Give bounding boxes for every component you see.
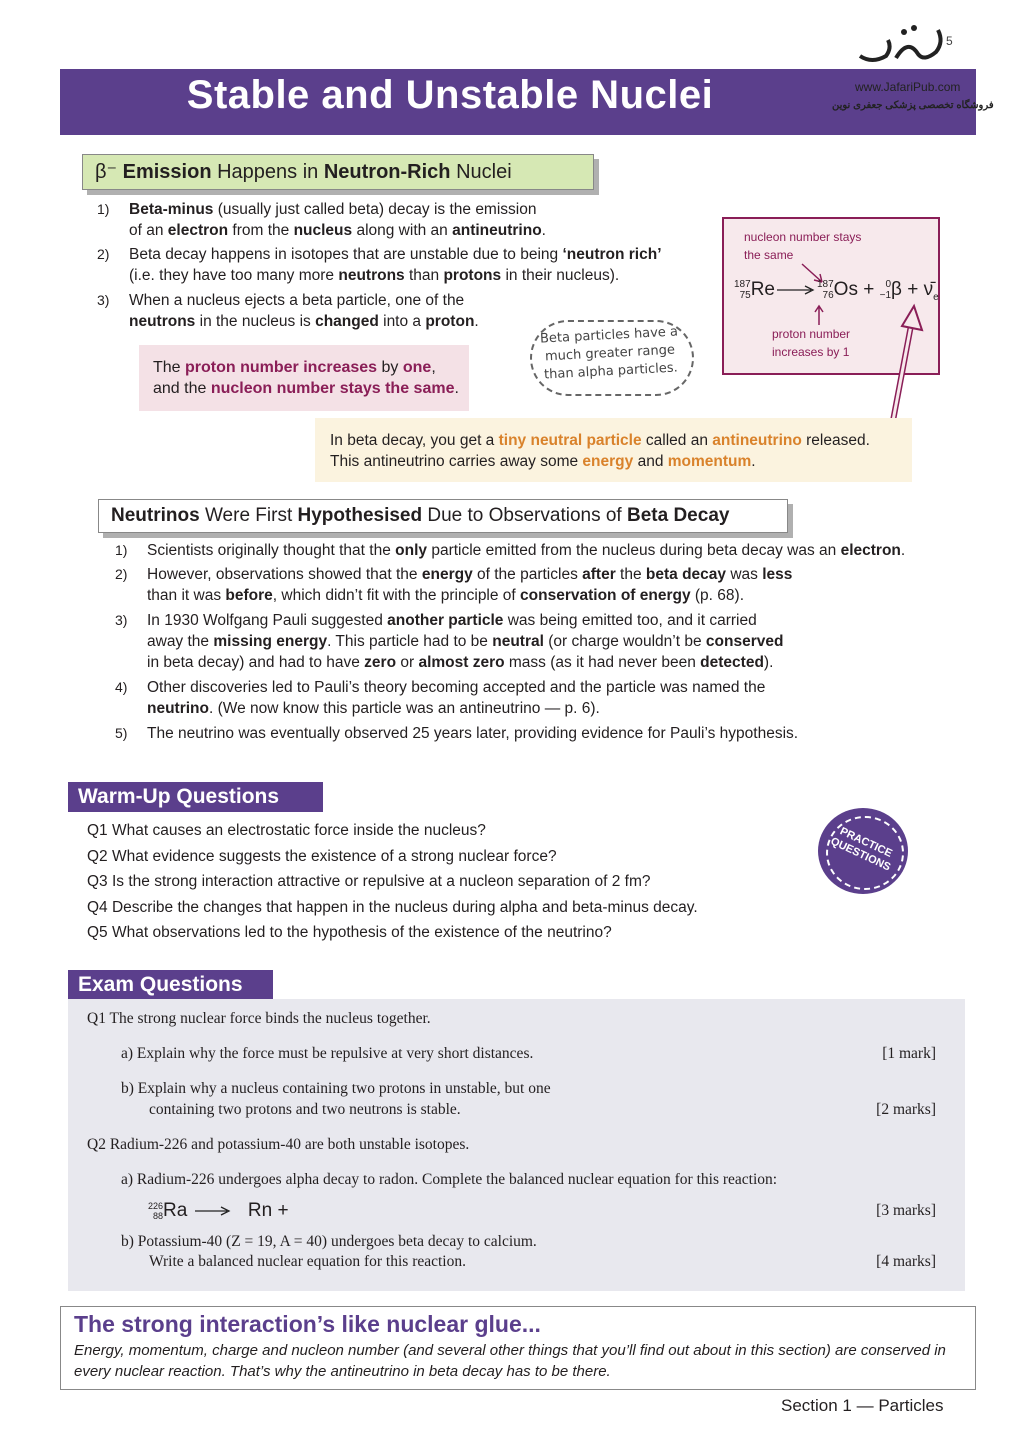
question: Q4 Describe the changes that happen in the nucleus during alpha and beta-minus decay. (87, 898, 698, 916)
question: Q2 What evidence suggests the existence of a strong nuclear force? (87, 847, 557, 865)
radium-equation: 226 88Ra Rn + (148, 1200, 289, 1221)
page-number: 5 (946, 34, 953, 48)
bubble-text: Beta particles have a much greater range than alpha particles. (539, 324, 679, 383)
exam-q1b-cont: containing two protons and two neutrons is stable. (149, 1101, 461, 1118)
arrow-icon (812, 304, 826, 326)
bold-term: protons (443, 267, 502, 284)
summary-text: Energy, momentum, charge and nucleon number (and several other things that you’ll find out about in this section) are conserved in every nuclear reaction. That’s why the antineutrino in beta decay has to be there. (74, 1342, 946, 1380)
exam-q1: Q1 The strong nuclear force binds the nucleus together. (87, 1010, 431, 1027)
item-number: 2) (97, 246, 110, 262)
bold-term: electron (167, 222, 229, 239)
antineutrino-pointer-icon (880, 300, 930, 430)
summary-title: The strong interaction’s like nuclear glue... (74, 1311, 541, 1337)
item-text: Beta-minus (usually just called beta) decay is the emission of an electron from the nucleus along with an antineutrino. (129, 201, 546, 239)
neutrino-list: 1) Scientists originally thought that the only particle emitted from the nucleus during beta decay was an electron. 2) However, observations showed that the energy of the particles after the beta decay was less than it was before, which didn’t fit with the principle of conservation of energy (p. 68). 3) In 1930 Wolfgang Pauli suggested another particle was being emitted too, and it carried away the missing energy. This particle had to be neutral (or charge wouldn’t be conserved in beta decay) and had to have zero or almost zero mass (as it had never been detected). 4) Other discoveries led to Pauli’s theory becoming accepted and the particle was named the neutrino. (We now know this particle was an antineutrino — p. 6). 5) The neutrino was eventually observed 25 years later, providing evidence for Pauli’s hypothesis. (115, 542, 906, 742)
badge-text: PRACTICE QUESTIONS (828, 825, 894, 874)
exam-q2: Q2 Radium-226 and potassium-40 are both unstable isotopes. (87, 1136, 470, 1153)
proton-note: proton number increases by 1 (772, 327, 851, 359)
bold-term: neutrons (129, 313, 196, 330)
item-text: However, observations showed that the energy of the particles after the beta decay was less than it was before, which didn’t fit with the principle of conservation of energy (p. 68). (147, 566, 793, 604)
q2a-marks: [3 marks] (876, 1202, 936, 1219)
question: Q5 What observations led to the hypothesis of the existence of the neutrino? (87, 924, 612, 941)
page-title: Stable and Unstable Nuclei (186, 73, 714, 117)
bold-term: changed (315, 313, 379, 330)
heading-text: Nuclei (450, 161, 512, 183)
exam-tag: Exam Questions (68, 970, 273, 1000)
beta-decay-equation: 187 75Re 187 76Os + 0 $-1\beta + \nū_e$ (734, 279, 939, 303)
q1b-marks: [2 marks] (876, 1101, 936, 1118)
item-text: The neutrino was eventually observed 25 years later, providing evidence for Pauli’s hypothesis. (147, 725, 799, 742)
heading-text: Happens in (211, 161, 324, 183)
proton-number-note-text: The proton number increases by one, and the nucleon number stays the same. (153, 359, 459, 397)
question: Q1 What causes an electrostatic force inside the nucleus? (87, 822, 486, 839)
q2b-marks: [4 marks] (876, 1253, 936, 1270)
heading-bold: Emission (122, 161, 212, 183)
warmup-tag: Warm-Up Questions (68, 782, 323, 812)
publisher-logo (852, 18, 952, 68)
item-text: In 1930 Wolfgang Pauli suggested another particle was being emitted too, and it carried away the missing energy. This particle had to be neutral (or charge wouldn’t be conserved in beta decay) and had to have zero or almost zero mass (as it had never been detected). (147, 612, 784, 671)
bold-term: nucleus (293, 222, 353, 239)
exam-q1b: b) Explain why a nucleus containing two protons in unstable, but one (121, 1080, 551, 1097)
item-number: 3) (97, 292, 110, 308)
nucleon-note: nucleon number stays the same (744, 230, 862, 262)
bold-term: proton (425, 313, 475, 330)
heading-prefix: β⁻ (95, 161, 123, 183)
item-text: Scientists originally thought that the only particle emitted from the nucleus during beta decay was an electron. (147, 542, 906, 559)
bold-term: antineutrino (452, 222, 542, 239)
beta-emission-heading (82, 154, 594, 190)
exam-q2b-cont: Write a balanced nuclear equation for this reaction. (149, 1253, 466, 1270)
reaction-arrow-icon (193, 1205, 233, 1217)
item-text: When a nucleus ejects a beta particle, one of the neutrons in the nucleus is changed into a proton. (129, 292, 479, 330)
exam-q2b: b) Potassium-40 (Z = 19, A = 40) undergoes beta decay to calcium. (121, 1233, 537, 1250)
bold-term: neutrons (338, 267, 405, 284)
section-footer: Section 1 — Particles (781, 1396, 944, 1415)
q1a-marks: [1 mark] (882, 1045, 936, 1062)
question: Q3 Is the strong interaction attractive or repulsive at a nucleon separation of 2 fm? (87, 873, 651, 890)
heading-bold: Neutron-Rich (323, 161, 451, 183)
warmup-questions (87, 818, 698, 946)
bold-term: Beta-minus (129, 201, 214, 218)
item-text: Other discoveries led to Pauli’s theory becoming accepted and the particle was named the neutrino. (We now know this particle was an antineutrino — p. 6). (147, 679, 766, 717)
bold-term: ‘neutron rich’ (562, 246, 662, 263)
item-number: 1) (97, 201, 110, 217)
neutrino-heading: Neutrinos Were First Hypothesised Due to Observations of Beta Decay (98, 499, 788, 533)
reaction-arrow-icon (775, 284, 817, 296)
site-url[interactable]: www.JafariPub.com (855, 80, 961, 94)
store-name: فروشگاه تخصصی پزشکی جعفری نوین (832, 100, 994, 111)
item-text: Beta decay happens in isotopes that are unstable due to being ‘neutron rich’ (i.e. they have too many more neutrons than protons in their nucleus). (129, 246, 662, 284)
exam-q1a: a) Explain why the force must be repulsive at very short distances. (121, 1045, 534, 1062)
beta-list (97, 199, 707, 339)
antineutrino-note-text: In beta decay, you get a tiny neutral particle called an antineutrino released. This antineutrino carries away some energy and momentum. (330, 432, 870, 470)
exam-q2a: a) Radium-226 undergoes alpha decay to radon. Complete the balanced nuclear equation for this reaction: (121, 1171, 778, 1188)
